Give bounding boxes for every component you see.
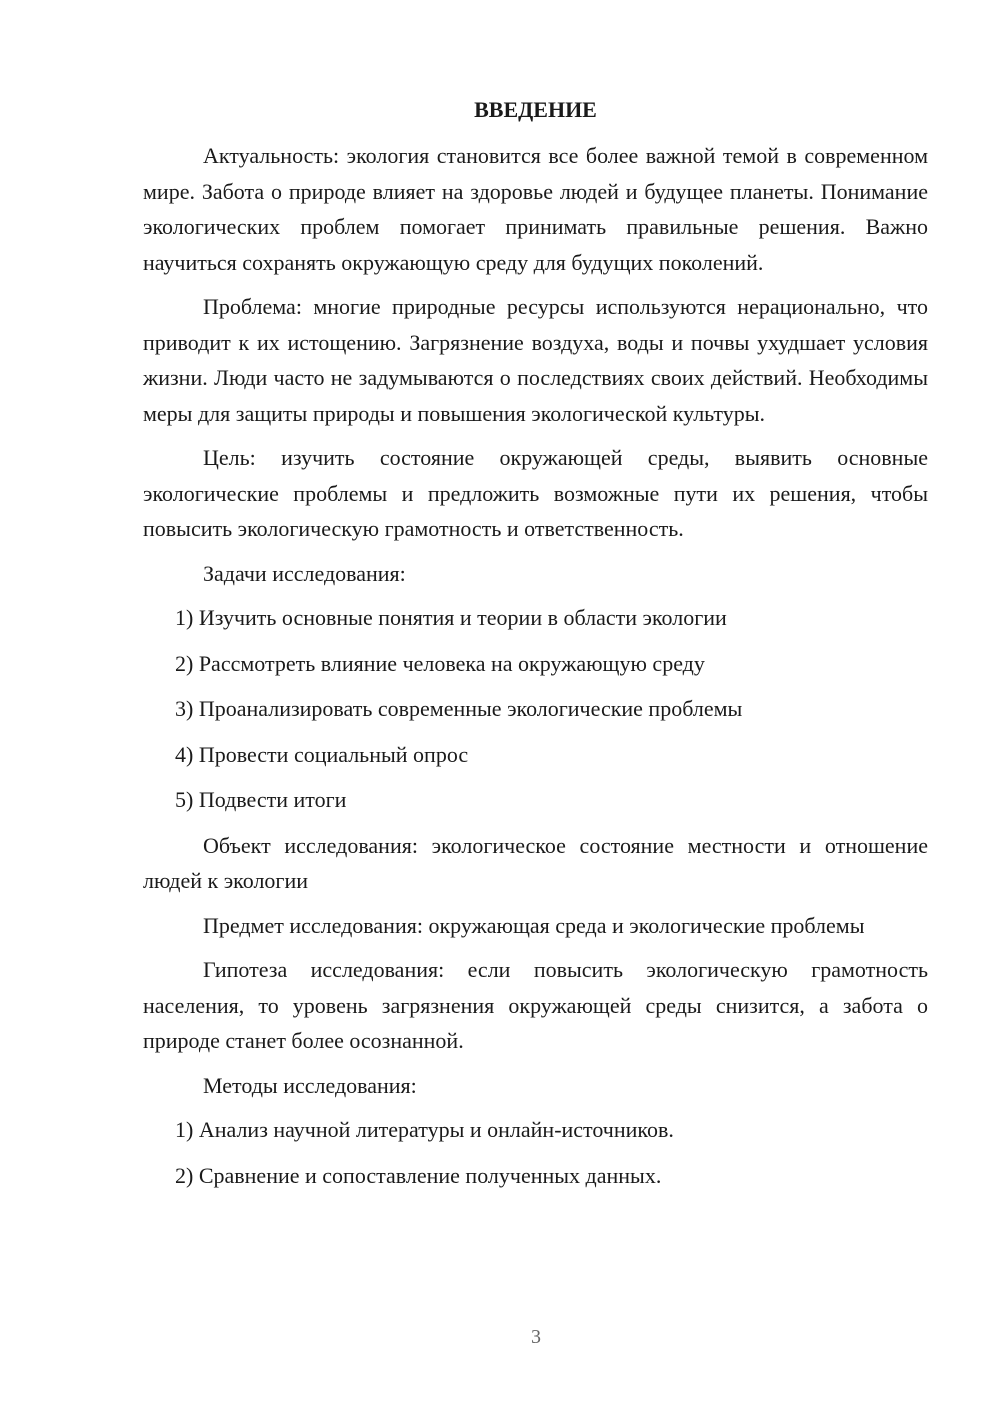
goal-paragraph: Цель: изучить состояние окружающей среды, выявить основные экологические проблемы и предложить возможные пути их решения, чтобы повысить экологическую грамотность и ответственность. [143,445,928,541]
relevance-paragraph: Актуальность: экология становится все более важной темой в современном мире. Забота о природе влияет на здоровье людей и будущее планеты. Понимание экологических проблем помогает принимать правильные решения. Важно научиться сохранять окружающую среду для будущих поколений. [143,143,928,275]
problem-paragraph: Проблема: многие природные ресурсы используются нерационально, что приводит к их истощению. Загрязнение воздуха, воды и почвы ухудшает условия жизни. Люди часто не задумываются о последствиях своих действий. Необходимы меры для защиты природы и повышения экологической культуры. [143,294,928,426]
list-item: 5) Подвести итоги [175,787,347,812]
list-item: 1) Анализ научной литературы и онлайн-источников. [175,1117,674,1142]
tasks-list [143,600,928,818]
page-number: 3 [531,1326,541,1348]
list-item: 2) Рассмотреть влияние человека на окружающую среду [175,650,705,676]
tasks-heading: Задачи исследования: [203,560,406,586]
list-item: 2) Сравнение и сопоставление полученных данных. [175,1162,662,1188]
hypothesis-paragraph: Гипотеза исследования: если повысить экологическую грамотность населения, то уровень загрязнения окружающей среды снизится, а забота о природе станет более осознанной. [143,957,928,1053]
list-item: 4) Провести социальный опрос [175,741,469,767]
subject-paragraph: Предмет исследования: окружающая среда и экологические проблемы [203,912,865,938]
methods-heading: Методы исследования: [203,1072,417,1098]
section-title: ВВЕДЕНИЕ [474,97,597,122]
methods-list [143,1112,928,1193]
list-item: 3) Проанализировать современные экологические проблемы [175,696,743,721]
object-paragraph: Объект исследования: экологическое состояние местности и отношение людей к экологии [143,832,928,893]
list-item: 1) Изучить основные понятия и теории в области экологии [175,605,727,630]
document-body [143,94,928,1203]
